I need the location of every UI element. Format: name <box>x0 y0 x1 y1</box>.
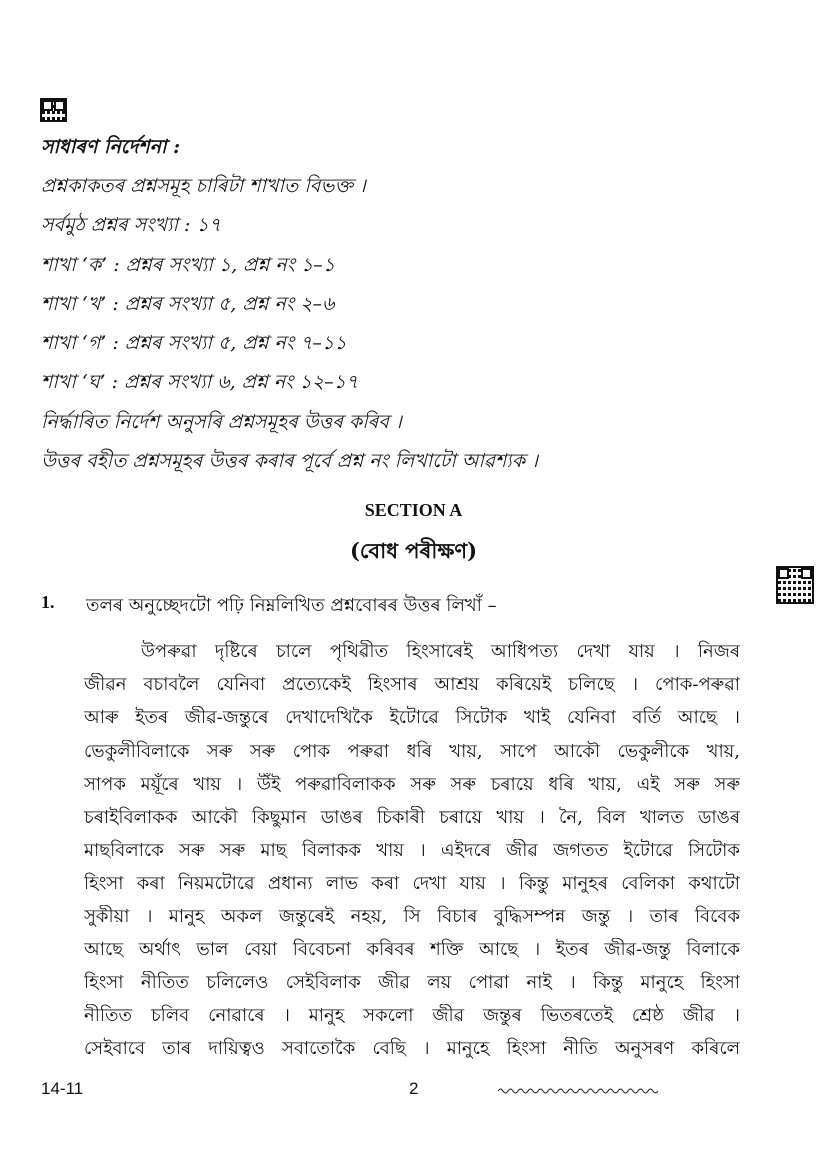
passage-line: ভেকুলীবিলাকে সৰু সৰু পোক পৰুৱা ধৰি খায়, সাপে আকৌ ভেকুলীকে খায়, <box>84 741 740 762</box>
instruction-line: নিৰ্দ্ধাৰিত নিৰ্দেশ অনুসৰি প্ৰশ্নসমূহৰ উত্তৰ কৰিব । <box>41 411 402 433</box>
passage-line: মাছবিলাকে সৰু সৰু মাছ বিলাকক খায় । এইদৰে জীৱ জগতত ইটোৱে সিটোক <box>84 840 740 861</box>
passage-line: আৰু ইতৰ জীৱ-জন্তুৰে দেখাদেখিকৈ ইটোৱে সিটোক খাই যেনিবা বৰ্তি আছে । <box>84 707 740 728</box>
instruction-line: শাখা ‘ক’ : প্ৰশ্নৰ সংখ্যা ১, প্ৰশ্ন নং ১–১ <box>41 254 336 276</box>
instruction-line: সৰ্বমুঠ প্ৰশ্নৰ সংখ্যা : ১৭ <box>41 214 222 236</box>
instructions-heading: সাধাৰণ নিৰ্দেশনা : <box>41 136 181 158</box>
page-number: 2 <box>409 1079 419 1098</box>
passage-line: হিংসা নীতিত চলিলেও সেইবিলাক জীৱ লয় পোৱা নাই । কিন্তু মানুহে হিংসা <box>84 972 740 993</box>
wavy-line-decoration <box>498 1086 662 1096</box>
passage-line: সুকীয়া । মানুহ অকল জন্তুৰেই নহয়, সি বিচাৰ বুদ্ধিসম্পন্ন জন্তু । তাৰ বিবেক <box>84 906 740 927</box>
question-text: তলৰ অনুচ্ছেদটো পঢ়ি নিম্নলিখিত প্ৰশ্নবোৰৰ উত্তৰ লিখাঁ – <box>86 595 497 616</box>
passage-line: সাপক ময়ূঁৰে খায় । উঁই পৰুৱাবিলাকক সৰু সৰু চৰায়ে ধৰি খায়, এই সৰু সৰু <box>84 774 740 795</box>
instruction-line: শাখা ‘খ’ : প্ৰশ্নৰ সংখ্যা ৫, প্ৰশ্ন নং ২–৬ <box>41 293 335 315</box>
instruction-line: শাখা ‘ঘ’ : প্ৰশ্নৰ সংখ্যা ৬, প্ৰশ্ন নং ১২–১৭ <box>41 371 359 393</box>
qr-code-icon <box>776 566 814 604</box>
passage-line: হিংসা কৰা নিয়মটোৱে প্ৰধান্য লাভ কৰা দেখা যায় । কিন্তু মানুহৰ বেলিকা কথাটো <box>84 873 740 894</box>
passage-line: নীতিত চলিব নোৱাৰে । মানুহ সকলো জীৱ জন্তুৰ ভিতৰতেই শ্ৰেষ্ঠ জীৱ । <box>84 1005 740 1026</box>
passage-line: আছে অৰ্থাৎ ভাল বেয়া বিবেচনা কৰিবৰ শক্তি আছে । ইতৰ জীৱ-জন্তু বিলাকে <box>84 939 740 960</box>
instruction-line: শাখা ‘গ’ : প্ৰশ্নৰ সংখ্যা ৫, প্ৰশ্ন নং ৭–১১ <box>41 332 347 354</box>
qr-code-icon <box>40 98 67 122</box>
question-number: 1. <box>41 592 55 612</box>
paper-code: 14-11 <box>41 1079 84 1098</box>
instruction-line: প্ৰশ্নকাকতৰ প্ৰশ্নসমূহ চাৰিটা শাখাত বিভক্ত । <box>41 175 366 197</box>
instruction-line: উত্তৰ বহীত প্ৰশ্নসমূহৰ উত্তৰ কৰাৰ পূৰ্বে প্ৰশ্ন নং লিখাটো আৱশ্যক । <box>41 450 538 472</box>
section-subtitle: (বোধ পৰীক্ষণ) <box>349 538 478 563</box>
passage-line: উপৰুৱা দৃষ্টিৰে চালে পৃথিৱীত হিংসাৰেই আধিপত্য দেখা যায় । নিজৰ <box>141 641 740 662</box>
passage-line: জীৱন বচাবলৈ যেনিবা প্ৰত্যেকেই হিংসাৰ আশ্ৰয় কৰিয়েই চলিছে । পোক-পৰুৱা <box>84 674 740 695</box>
section-title: SECTION A <box>364 500 463 520</box>
passage-line: চৰাইবিলাকক আকৌ কিছুমান ডাঙৰ চিকাৰী চৰায়ে খায় । নৈ, বিল খালত ডাঙৰ <box>84 807 740 828</box>
passage-line: সেইবাবে তাৰ দায়িত্বও সবাতোকৈ বেছি । মানুহে হিংসা নীতি অনুসৰণ কৰিলে <box>84 1038 740 1059</box>
